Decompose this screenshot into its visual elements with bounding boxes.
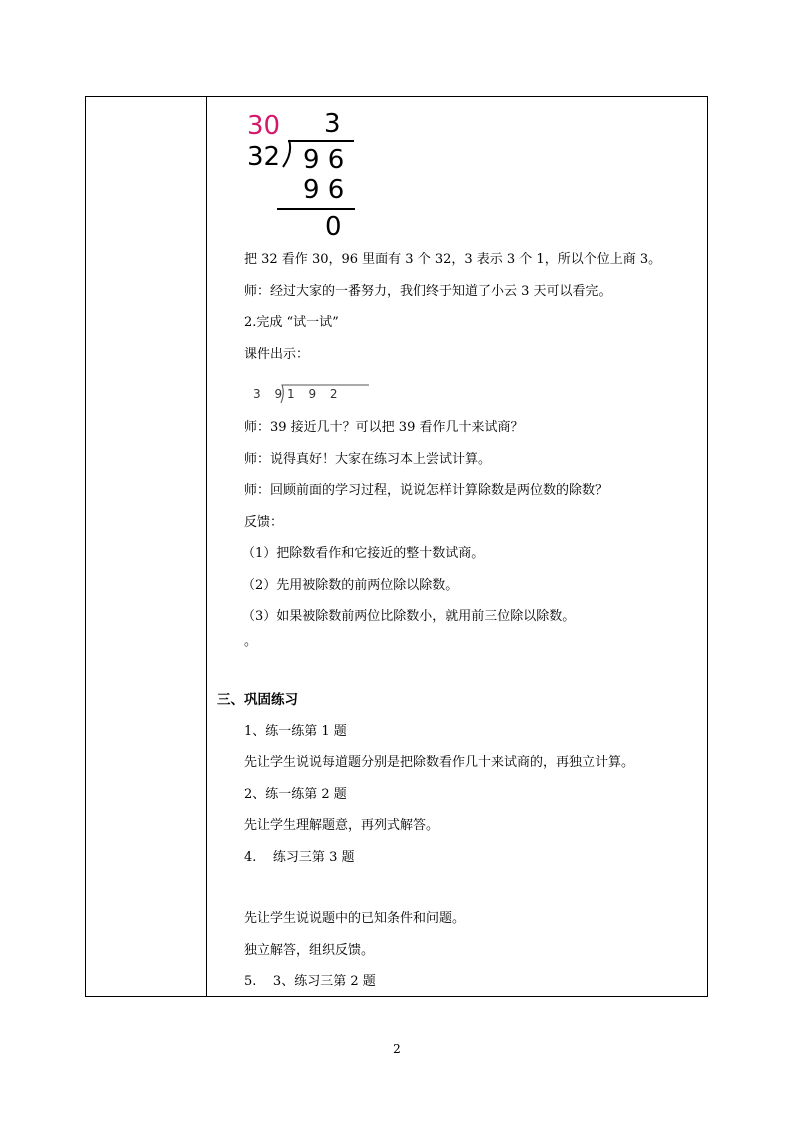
paragraph: 师：回顾前面的学习过程，说说怎样计算除数是两位数的除数？ bbox=[244, 483, 609, 498]
table-left-column bbox=[86, 97, 207, 996]
paragraph: 师：经过大家的一番努力，我们终于知道了小云 3 天可以看完。 bbox=[244, 284, 612, 299]
subtraction-line bbox=[277, 208, 355, 210]
exercise-line: 2、练一练第 2 题 bbox=[244, 787, 347, 802]
paragraph: 反馈： bbox=[244, 515, 284, 530]
paragraph: 课件出示： bbox=[244, 347, 310, 362]
exercise-line: 独立解答，组织反馈。 bbox=[244, 943, 375, 958]
long-division-192-by-39 bbox=[253, 383, 363, 405]
paragraph: 师：说得真好！大家在练习本上尝试计算。 bbox=[244, 452, 492, 467]
list-item: （2）先用被除数的前两位除以除数。 bbox=[242, 578, 459, 593]
remainder: 0 bbox=[325, 212, 342, 242]
exercise-line: 4. 练习三第 3 题 bbox=[244, 850, 355, 865]
division-bracket-curve bbox=[281, 139, 293, 169]
paragraph: 师：39 接近几十？可以把 39 看作几十来试商？ bbox=[244, 420, 524, 435]
exercise-line: 先让学生说说题中的已知条件和问题。 bbox=[244, 911, 466, 926]
estimate-divisor: 30 bbox=[247, 111, 281, 141]
small-dividend: 1 9 2 bbox=[287, 387, 343, 401]
exercise-line: 先让学生理解题意，再列式解答。 bbox=[244, 818, 440, 833]
paragraph: 把 32 看作 30，96 里面有 3 个 32，3 表示 3 个 1，所以个位上商 3。 bbox=[244, 252, 662, 267]
exercise-line: 1、练一练第 1 题 bbox=[244, 724, 347, 739]
quotient: 3 bbox=[324, 109, 341, 139]
small-divisor: 3 9 bbox=[253, 387, 288, 401]
table-content-cell bbox=[208, 97, 707, 996]
exercise-line: 5. 3、练习三第 2 题 bbox=[244, 974, 376, 989]
list-item: （3）如果被除数前两位比除数小，就用前三位除以除数。 bbox=[242, 609, 576, 624]
section-heading: 三、巩固练习 bbox=[217, 692, 298, 708]
exercise-line: 先让学生说说每道题分别是把除数看作几十来试商的，再独立计算。 bbox=[244, 755, 635, 770]
list-item: （1）把除数看作和它接近的整十数试商。 bbox=[242, 546, 485, 561]
lesson-table bbox=[85, 96, 708, 997]
dividend: 9 6 bbox=[303, 145, 345, 175]
paragraph: 。 bbox=[244, 634, 258, 649]
paragraph: 2.完成 “试一试” bbox=[244, 315, 339, 330]
page-number: 2 bbox=[393, 1042, 401, 1056]
partial-product: 9 6 bbox=[303, 175, 345, 205]
division-bracket-top bbox=[288, 140, 354, 142]
divisor: 32 bbox=[247, 142, 281, 172]
